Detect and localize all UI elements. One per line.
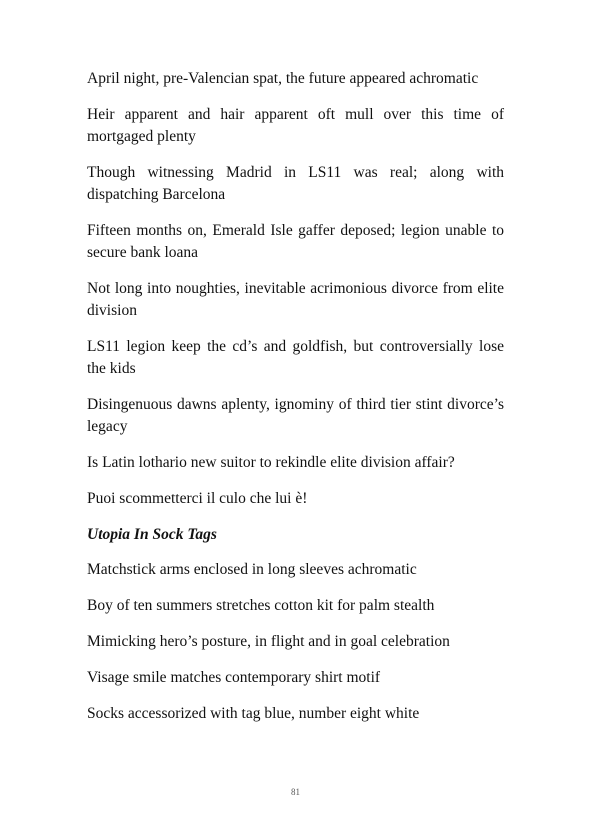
poem-stanza-4: Fifteen months on, Emerald Isle gaffer deposed; legion unable to secure bank loana (87, 222, 504, 261)
page-number: 81 (291, 787, 300, 797)
poem-stanza-3: Though witnessing Madrid in LS11 was real; along with dispatching Barcelona (87, 164, 504, 203)
poem-line-4: Visage smile matches contemporary shirt motif (87, 669, 381, 686)
poem-line-5: Socks accessorized with tag blue, number eight white (87, 705, 420, 722)
poem-stanza-7: Disingenuous dawns aplenty, ignominy of third tier stint divorce’s legacy (87, 396, 504, 435)
poem-stanza-9: Puoi scommetterci il culo che lui è! (87, 490, 308, 507)
poem-line-1: Matchstick arms enclosed in long sleeves achromatic (87, 561, 417, 578)
poem-stanza-2: Heir apparent and hair apparent oft mull over this time of mortgaged plenty (87, 106, 504, 145)
poem-stanza-8: Is Latin lothario new suitor to rekindle elite division affair? (87, 454, 455, 471)
poem-stanza-6: LS11 legion keep the cd’s and goldfish, but controversially lose the kids (87, 338, 504, 377)
poem-title: Utopia In Sock Tags (87, 526, 217, 543)
poem-line-3: Mimicking hero’s posture, in flight and in goal celebration (87, 633, 450, 650)
page-body (87, 68, 504, 739)
poem-stanza-5: Not long into noughties, inevitable acrimonious divorce from elite division (87, 280, 504, 319)
poem-line-2: Boy of ten summers stretches cotton kit for palm stealth (87, 597, 435, 614)
poem-stanza-1: April night, pre-Valencian spat, the future appeared achromatic (87, 70, 479, 87)
